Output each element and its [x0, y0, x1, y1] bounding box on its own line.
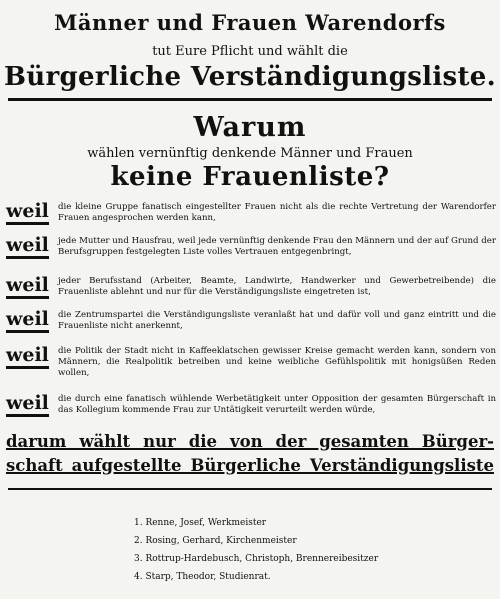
conclusion — [6, 430, 494, 478]
candidate-item: 3. Rottrup-Hardebusch, Christoph, Brennereibesitzer — [134, 554, 379, 564]
reason-text: die kleine Gruppe fanatisch eingestellter Frauen nicht als die rechte Vertretung der Warendorfer Frauen angesprochen werden kann, — [58, 202, 496, 223]
header-title: Männer und Frauen Warendorfs — [54, 10, 446, 35]
reason-keyword: weil — [6, 346, 49, 369]
header-subtitle: tut Eure Pflicht und wählt die — [152, 44, 348, 59]
reason-text: die Zentrumspartei die Verständigungsliste veranlaßt hat und dafür voll und ganz eintritt und die Frauenliste nicht anerkennt, — [58, 310, 496, 331]
reason-text: jede Mutter und Hausfrau, weil jede vernünftig denkende Frau den Männern und der auf Grund der Berufsgruppen festgelegten Liste volles Vertrauen entgegenbringt, — [58, 236, 496, 257]
candidate-item: 2. Rosing, Gerhard, Kirchenmeister — [134, 536, 297, 546]
question-headline: keine Frauenliste? — [110, 162, 390, 192]
reason-text: jeder Berufsstand (Arbeiter, Beamte, Landwirte, Handwerker und Gewerbetreibende) die Frauenliste ablehnt und nur für die Verständigungsliste eingetreten ist, — [58, 276, 496, 297]
header-list-name: Bürgerliche Verständigungsliste. — [4, 62, 496, 92]
reason-keyword: weil — [6, 310, 49, 333]
conclusion-line-1: darum wählt nur die von der gesamten Bürger- — [6, 432, 494, 451]
reason-keyword: weil — [6, 394, 49, 417]
warum-subtitle: wählen vernünftig denkende Männer und Frauen — [87, 146, 413, 161]
warum-heading: Warum — [193, 112, 307, 143]
conclusion-rule — [8, 488, 492, 490]
candidate-list — [134, 518, 464, 583]
reason-keyword: weil — [6, 236, 49, 259]
reason-text: die Politik der Stadt nicht in Kaffeeklatschen gewisser Kreise gemacht werden kann, sondern von Männern, die Realpolitik betreiben und keine weibliche Gefühlspolitik mit honigsüßen Reden wollen, — [58, 346, 496, 378]
header-rule — [8, 98, 492, 101]
reason-text: die durch eine fanatisch wühlende Werbetätigkeit unter Opposition der gesamten Bürgerschaft in das Kollegium kommende Frau zur Untätigkeit verurteilt werden würde, — [58, 394, 496, 415]
reason-keyword: weil — [6, 202, 49, 225]
reason-keyword: weil — [6, 276, 49, 299]
conclusion-line-2: schaft aufgestellte Bürgerliche Verständigungsliste — [6, 456, 494, 475]
candidate-item: 4. Starp, Theodor, Studienrat. — [134, 572, 271, 582]
candidate-item: 1. Renne, Josef, Werkmeister — [134, 518, 267, 528]
